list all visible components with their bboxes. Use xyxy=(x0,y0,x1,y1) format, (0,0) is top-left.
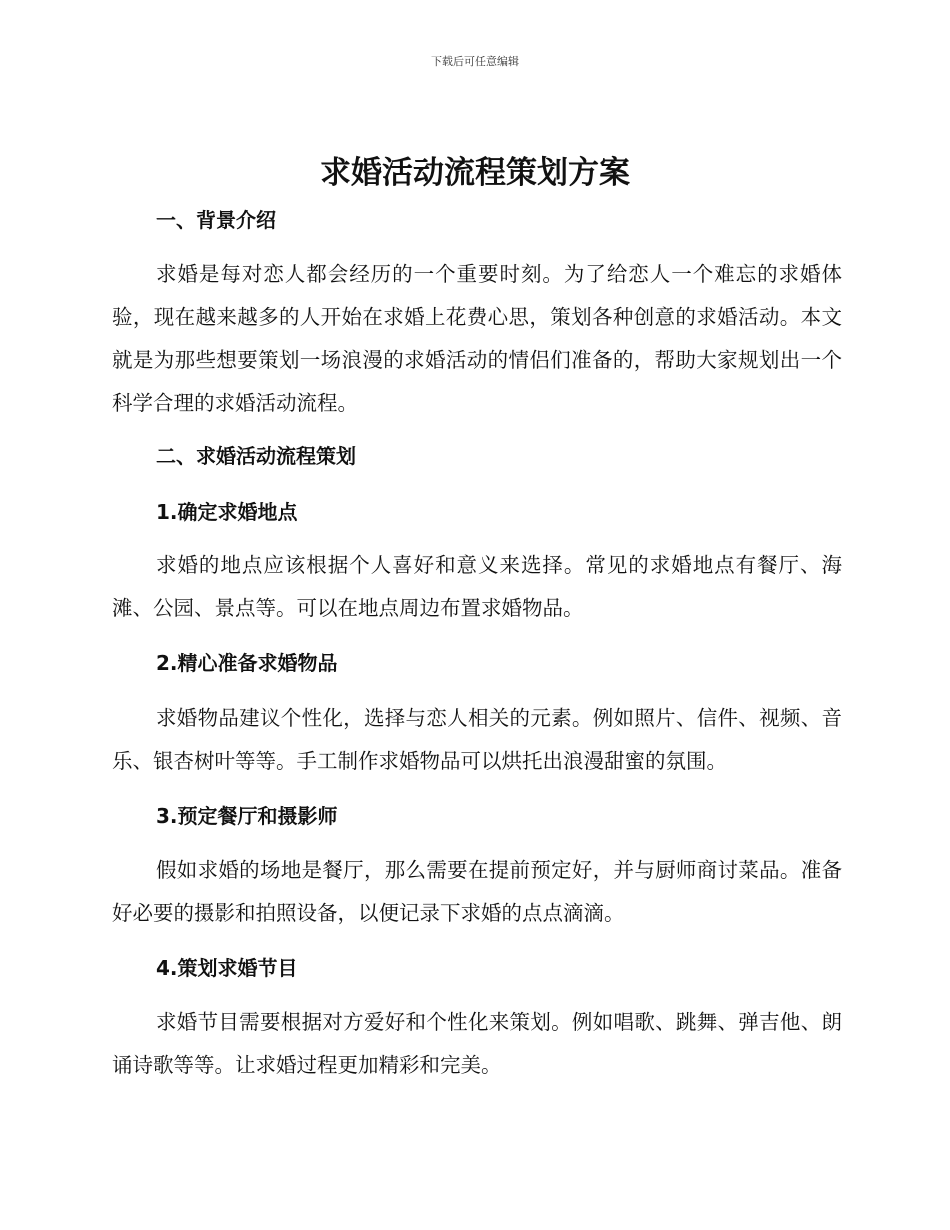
subheading-program: 4.策划求婚节目 xyxy=(156,956,298,980)
subheading-items: 2.精心准备求婚物品 xyxy=(156,651,338,675)
subheading-location: 1.确定求婚地点 xyxy=(156,500,298,524)
document-title: 求婚活动流程策划方案 xyxy=(320,155,630,191)
subheading-restaurant: 3.预定餐厅和摄影师 xyxy=(156,804,338,828)
paragraph-restaurant: 假如求婚的场地是餐厅，那么需要在提前预定好，并与厨师商讨菜品。准备好必要的摄影和拍照设备，以便记录下求婚的点点滴滴。 xyxy=(112,858,842,925)
header-note: 下载后可任意编辑 xyxy=(431,55,519,68)
paragraph-background: 求婚是每对恋人都会经历的一个重要时刻。为了给恋人一个难忘的求婚体验，现在越来越多的人开始在求婚上花费心思，策划各种创意的求婚活动。本文就是为那些想要策划一场浪漫的求婚活动的情侣们准备的，帮助大家规划出一个科学合理的求婚活动流程。 xyxy=(112,262,842,415)
paragraph-location: 求婚的地点应该根据个人喜好和意义来选择。常见的求婚地点有餐厅、海滩、公园、景点等。可以在地点周边布置求婚物品。 xyxy=(112,553,842,620)
paragraph-program: 求婚节目需要根据对方爱好和个性化来策划。例如唱歌、跳舞、弹吉他、朗诵诗歌等等。让求婚过程更加精彩和完美。 xyxy=(112,1010,842,1077)
section-heading-background: 一、背景介绍 xyxy=(156,208,276,232)
paragraph-items: 求婚物品建议个性化，选择与恋人相关的元素。例如照片、信件、视频、音乐、银杏树叶等等。手工制作求婚物品可以烘托出浪漫甜蜜的氛围。 xyxy=(112,706,842,773)
section-heading-process: 二、求婚活动流程策划 xyxy=(156,444,356,468)
